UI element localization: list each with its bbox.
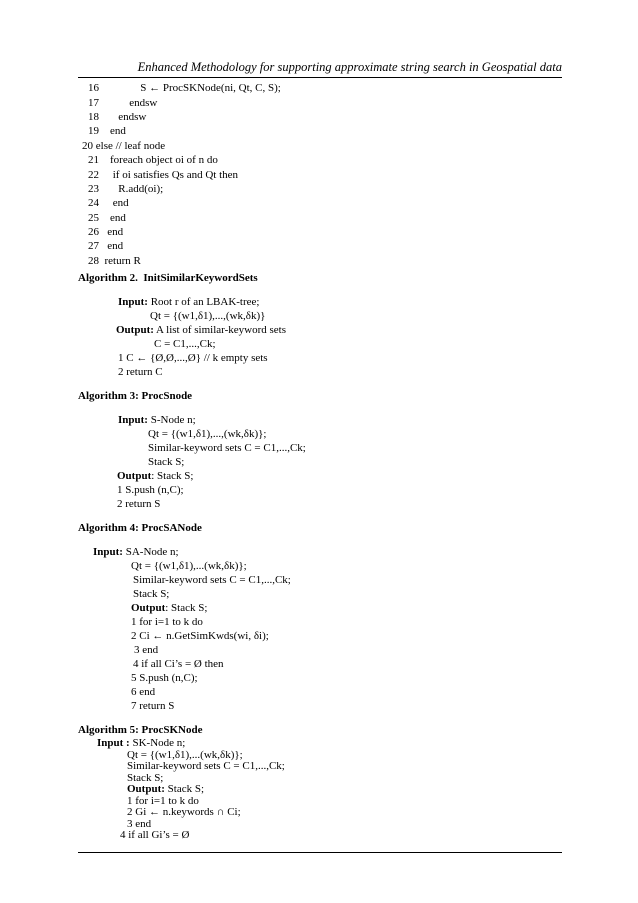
code-line-26: 26 end [88, 226, 124, 238]
code-line-20: 20 else // leaf node [82, 140, 166, 152]
running-header: Enhanced Methodology for supporting approximate string search in Geospatial data [137, 60, 562, 74]
code-line-16: 16 S ← ProcSKNode(ni, Qt, C, S); [88, 82, 281, 94]
algorithm-2-qt: Qt = {(w1,δ1),...,(wk,δk)} [150, 310, 266, 322]
algorithm-5-line-4: 4 if all Gi’s = Ø [120, 829, 190, 841]
algorithm-4-line-2: 2 Ci ← n.GetSimKwds(wi, δi); [131, 630, 269, 642]
code-line-27: 27 end [88, 240, 124, 252]
algorithm-4-qt: Qt = {(w1,δ1),...(wk,δk)}; [131, 560, 247, 572]
algorithm-5-title: Algorithm 5: ProcSKNode [78, 724, 203, 736]
algorithm-4-title: Algorithm 4: ProcSANode [78, 522, 202, 534]
algorithm-5-input: Input : SK-Node n; [97, 737, 186, 749]
algorithm-3-stack: Stack S; [148, 456, 185, 468]
algorithm-4-output: Output: Stack S; [131, 602, 208, 614]
algorithm-4-line-3: 3 end [134, 644, 159, 656]
algorithm-4-line-1: 1 for i=1 to k do [131, 616, 203, 628]
footer-rule [78, 852, 562, 853]
algorithm-5-stack: Stack S; [127, 771, 164, 784]
algorithm-4-line-6: 6 end [131, 686, 156, 698]
code-line-18: 18 endsw [88, 111, 147, 123]
algorithm-2-c: C = C1,...,Ck; [154, 338, 216, 350]
algorithm-2-line-1: 1 C ← {Ø,Ø,...,Ø} // k empty sets [118, 352, 268, 364]
code-line-21: 21 foreach object oi of n do [88, 154, 218, 166]
algorithm-4-line-5: 5 S.push (n,C); [131, 672, 198, 684]
code-line-23: 23 R.add(oi); [88, 183, 164, 195]
code-line-19: 19 end [88, 125, 126, 137]
algorithm-4-input: Input: SA-Node n; [93, 546, 179, 558]
algorithm-3-title: Algorithm 3: ProcSnode [78, 390, 193, 402]
algorithm-4-stack: Stack S; [133, 588, 170, 600]
algorithm-5-sim: Similar-keyword sets C = C1,...,Ck; [127, 760, 285, 772]
algorithm-4-sim: Similar-keyword sets C = C1,...,Ck; [133, 574, 291, 586]
algorithm-3-line-2: 2 return S [117, 498, 161, 510]
algorithm-2-line-2: 2 return C [118, 366, 163, 378]
algorithm-3-qt: Qt = {(w1,δ1),...,(wk,δk)}; [148, 428, 267, 440]
code-line-17: 17 endsw [88, 97, 158, 109]
algorithm-4-line-7: 7 return S [131, 700, 175, 712]
algorithm-5-line-3: 3 end [127, 817, 152, 830]
algorithm-5-output: Output: Stack S; [127, 783, 205, 795]
algorithm-5-qt: Qt = {(w1,δ1),...(wk,δk)}; [127, 748, 243, 761]
algorithm-4-line-4: 4 if all Ci’s = Ø then [133, 658, 224, 670]
algorithm-3-input: Input: S-Node n; [118, 414, 196, 426]
algorithm-3-sim: Similar-keyword sets C = C1,...,Ck; [148, 442, 306, 454]
code-line-24: 24 end [88, 197, 129, 209]
code-line-28: 28 return R [88, 255, 141, 267]
algorithm-3-output: Output: Stack S; [117, 470, 194, 482]
code-line-25: 25 end [88, 212, 126, 224]
algorithm-5-line-2: 2 Gi ← n.keywords ∩ Ci; [127, 806, 241, 818]
algorithm-3-line-1: 1 S.push (n,C); [117, 484, 184, 496]
algorithm-2-input: Input: Root r of an LBAK-tree; [118, 296, 260, 308]
header-rule [78, 77, 562, 78]
code-line-22: 22 if oi satisfies Qs and Qt then [88, 169, 239, 181]
algorithm-2-title: Algorithm 2. InitSimilarKeywordSets [78, 272, 258, 284]
algorithm-5-line-1: 1 for i=1 to k do [127, 794, 199, 807]
algorithm-2-output: Output: A list of similar-keyword sets [116, 324, 286, 336]
